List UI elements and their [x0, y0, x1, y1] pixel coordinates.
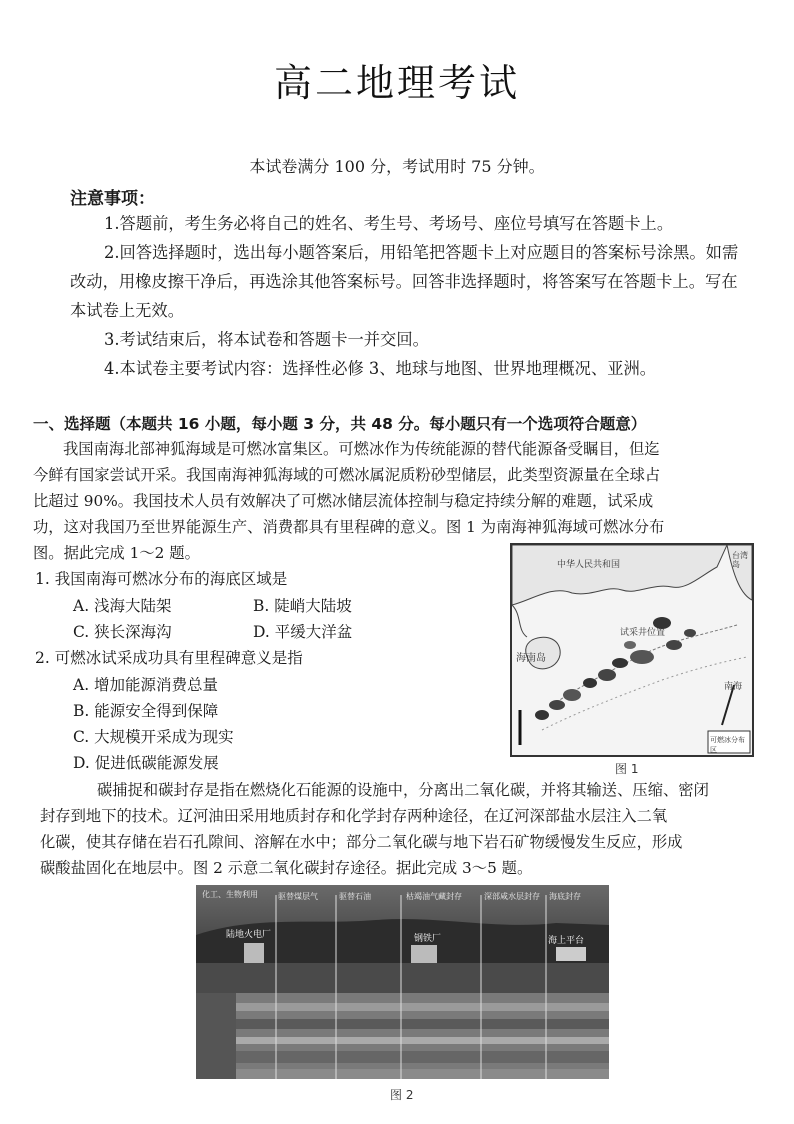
passage2-line3: 化碳，使其存储在岩石孔隙间、溶解在水中；部分二氧化碳与地下岩石矿物缓慢发生反应，形成	[40, 833, 683, 851]
south-china-sea-map	[512, 545, 752, 755]
map-label-taiwan: 台湾岛	[732, 551, 748, 569]
q2-option-a: A. 增加能源消费总量	[73, 676, 219, 694]
passage1-line2: 今鲜有国家尝试开采。我国南海神狐海域的可燃冰属泥质粉砂型储层，此类型资源量在全球占	[33, 466, 661, 484]
figure-1-caption: 图 1	[615, 762, 639, 776]
passage1-line1: 我国南海北部神狐海域是可燃冰富集区。可燃冰作为传统能源的替代能源备受瞩目，但迄	[63, 440, 660, 458]
q2-option-d: D. 促进低碳能源发展	[73, 754, 219, 772]
map-legend: 可燃冰分布区	[710, 736, 745, 754]
q2-option-b: B. 能源安全得到保障	[73, 702, 219, 720]
q1-option-d: D. 平缓大洋盆	[253, 623, 353, 641]
notice-item-3: 3.考试结束后，将本试卷和答题卡一并交回。	[104, 330, 429, 349]
exam-info: 本试卷满分 100 分，考试用时 75 分钟。	[249, 157, 545, 176]
q1-option-c: C. 狭长深海沟	[73, 623, 172, 641]
passage1-line3: 比超过 90%。我国技术人员有效解决了可燃冰储层流体控制与稳定持续分解的难题，试采成	[33, 492, 654, 510]
fig2-label-factory: 钢铁厂	[414, 934, 442, 944]
fig2-label-6: 海底封存	[549, 892, 581, 901]
notice-item-1: 1.答题前，考生务必将自己的姓名、考生号、考场号、座位号填写在答题卡上。	[104, 214, 674, 233]
notice-item-2: 2.回答选择题时，选出每小题答案后，用铅笔把答题卡上对应题目的答案标号涂黑。如需改动，用橡皮擦干净后，再选涂其他答案标号。回答非选择题时，将答案写在答题卡上。写在本试卷上无效。	[70, 243, 739, 320]
fig2-label-4: 枯竭油气藏封存	[406, 892, 462, 901]
fig2-label-1: 化工、生物利用	[202, 890, 258, 899]
passage1-line5: 图。据此完成 1～2 题。	[33, 544, 200, 562]
fig2-label-2: 驱替煤层气	[278, 892, 318, 901]
q1-option-b: B. 陡峭大陆坡	[253, 597, 352, 615]
passage2-line1: 碳捕捉和碳封存是指在燃烧化石能源的设施中，分离出二氧化碳，并将其输送、压缩、密闭	[97, 781, 709, 799]
map-label-sea: 南海	[724, 682, 743, 692]
question-1-stem: 1. 我国南海可燃冰分布的海底区域是	[35, 570, 288, 588]
fig2-label-5: 深部咸水层封存	[484, 892, 540, 901]
co2-storage-diagram	[196, 885, 609, 1079]
fig2-label-plant: 陆地火电厂	[226, 930, 272, 940]
question-2-stem: 2. 可燃冰试采成功具有里程碑意义是指	[35, 649, 303, 667]
q2-option-c: C. 大规模开采成为现实	[73, 728, 234, 746]
passage1-line4: 功，这对我国乃至世界能源生产、消费都具有里程碑的意义。图 1 为南海神狐海域可燃冰分布	[33, 518, 665, 536]
map-label-site: 试采井位置	[620, 628, 666, 638]
q1-option-a: A. 浅海大陆架	[73, 597, 172, 615]
passage2-line2: 封存到地下的技术。辽河油田采用地质封存和化学封存两种途径，在辽河深部盐水层注入二氧	[40, 807, 668, 825]
map-label-country: 中华人民共和国	[557, 560, 621, 570]
section-heading: 一、选择题（本题共 16 小题，每小题 3 分，共 48 分。每小题只有一个选项符合题意）	[33, 415, 647, 433]
figure-2-illustration	[196, 885, 609, 1079]
notice-item-4: 4.本试卷主要考试内容：选择性必修 3、地球与地图、世界地理概况、亚洲。	[104, 359, 657, 378]
map-label-hainan: 海南岛	[516, 653, 546, 664]
page-title: 高二地理考试	[273, 61, 520, 105]
fig2-label-3: 驱替石油	[339, 892, 371, 901]
passage2-line4: 碳酸盐固化在地层中。图 2 示意二氧化碳封存途径。据此完成 3～5 题。	[40, 859, 533, 877]
figure-2-caption: 图 2	[390, 1088, 414, 1102]
figure-1-map	[510, 543, 754, 757]
notice-heading: 注意事项：	[70, 189, 155, 209]
fig2-label-platform: 海上平台	[548, 936, 585, 946]
